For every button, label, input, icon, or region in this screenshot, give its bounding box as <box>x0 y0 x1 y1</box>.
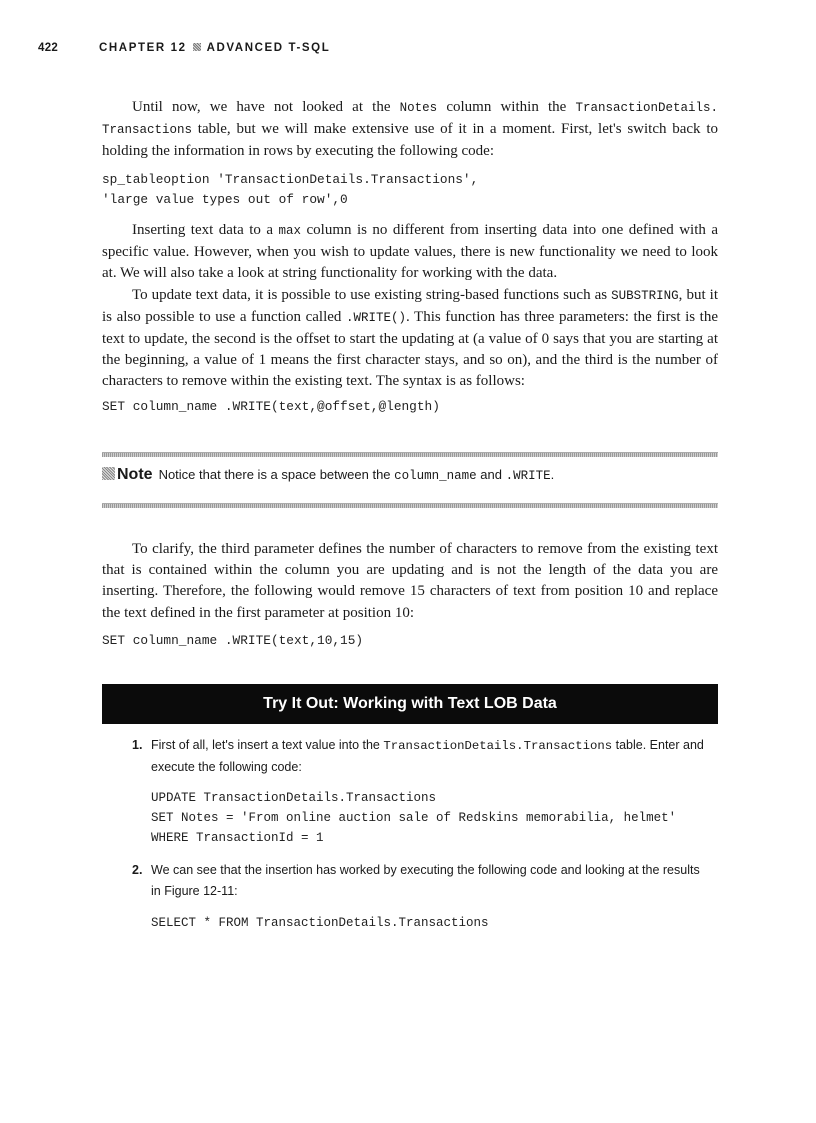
code-block-write-syntax: SET column_name .WRITE(text,@offset,@length) <box>102 399 440 414</box>
step-1 <box>132 735 712 778</box>
p1-code-table: Transactions <box>102 123 193 138</box>
note-text-b: and <box>476 467 506 482</box>
p1-code-schema: TransactionDetails. <box>575 101 718 115</box>
step-number: 1. <box>132 738 143 752</box>
paragraph-4 <box>102 539 718 624</box>
note-box <box>102 466 718 484</box>
note-code-write: .WRITE <box>505 469 551 483</box>
page-number: 422 <box>38 42 59 54</box>
p3-text-a: To update text data, it is possible to use existing string-based functions such as <box>132 286 612 303</box>
code-block-write-example: SET column_name .WRITE(text,10,15) <box>102 633 364 648</box>
note-square-icon <box>102 467 115 480</box>
chapter-heading <box>99 42 330 54</box>
p2-text-b: column is no different from inserting data into one defined with a specific value. However, when you wish to update values, there is new functionality we need to look at. We will also take a look at string functionality for working with the data. <box>102 222 718 282</box>
p2-code-max: max <box>278 224 302 238</box>
note-rule-bottom <box>102 503 718 508</box>
code-block-update <box>151 788 676 848</box>
note-label: Note <box>117 466 153 483</box>
step-number: 2. <box>132 863 143 877</box>
try-it-out-banner <box>102 684 718 724</box>
p2-text-a: Inserting text data to a <box>132 222 279 238</box>
note-code-column: column_name <box>394 469 477 483</box>
code-block-select: SELECT * FROM TransactionDetails.Transactions <box>151 916 489 930</box>
p3-code-write: .WRITE() <box>346 310 407 325</box>
p4-text: To clarify, the third parameter defines the number of characters to remove from the existing text that is contained within the column you are updating and is not the length of the data you are inserting. Therefore, the following would remove 15 characters of text from position 10 and replace the text defined in the first parameter at position 10: <box>102 541 718 621</box>
p3-text-b: , but it is also possible to use a function called <box>102 286 718 325</box>
step-1-text-b: table. Enter and execute the following code: <box>151 738 704 774</box>
p3-code-substring: SUBSTRING <box>611 288 679 303</box>
code-line: SET Notes = 'From online auction sale of Redskins memorabilia, helmet' <box>151 811 677 825</box>
try-it-out-title: Try It Out: Working with Text LOB Data <box>263 695 557 712</box>
p1-text-c: table, but we will make extensive use of it in a moment. First, let's switch back to holding the information in rows by executing the following code: <box>102 121 718 160</box>
p3-text-c: . This function has three parameters: the first is the text to update, the second is the offset to start the updating at (a value of 0 says that you are starting at the beginning, a value of 1 means the first character stays, and so on), and the third is the number of characters to remove within the existing text. The syntax is as follows: <box>102 308 719 390</box>
paragraph-3 <box>102 285 718 393</box>
p1-code-notes: Notes <box>399 101 438 115</box>
step-2-text: We can see that the insertion has worked by executing the following code and looking at the results in Figure 12-11: <box>151 863 700 898</box>
step-1-code-table: TransactionDetails.Transactions <box>383 739 613 753</box>
paragraph-2 <box>102 220 718 393</box>
code-block-tableoption <box>102 170 478 210</box>
code-line: 'large value types out of row',0 <box>102 192 348 207</box>
chapter-label: CHAPTER 12 <box>99 42 187 54</box>
step-2 <box>132 860 712 902</box>
chapter-title: ADVANCED T-SQL <box>206 42 331 54</box>
code-line: UPDATE TransactionDetails.Transactions <box>151 791 437 805</box>
step-1-text-a: First of all, let's insert a text value into the <box>151 738 384 752</box>
note-text-c: . <box>550 467 555 482</box>
code-line: WHERE TransactionId = 1 <box>151 831 324 845</box>
note-rule-top <box>102 452 718 457</box>
p1-text-a: Until now, we have not looked at the <box>132 99 400 115</box>
paragraph-1 <box>102 97 718 163</box>
separator-square-icon <box>193 43 201 51</box>
running-header <box>38 42 738 60</box>
p1-text-b: column within the <box>437 99 576 115</box>
note-text-a: Notice that there is a space between the <box>158 467 395 482</box>
code-line: sp_tableoption 'TransactionDetails.Transactions', <box>102 172 479 187</box>
